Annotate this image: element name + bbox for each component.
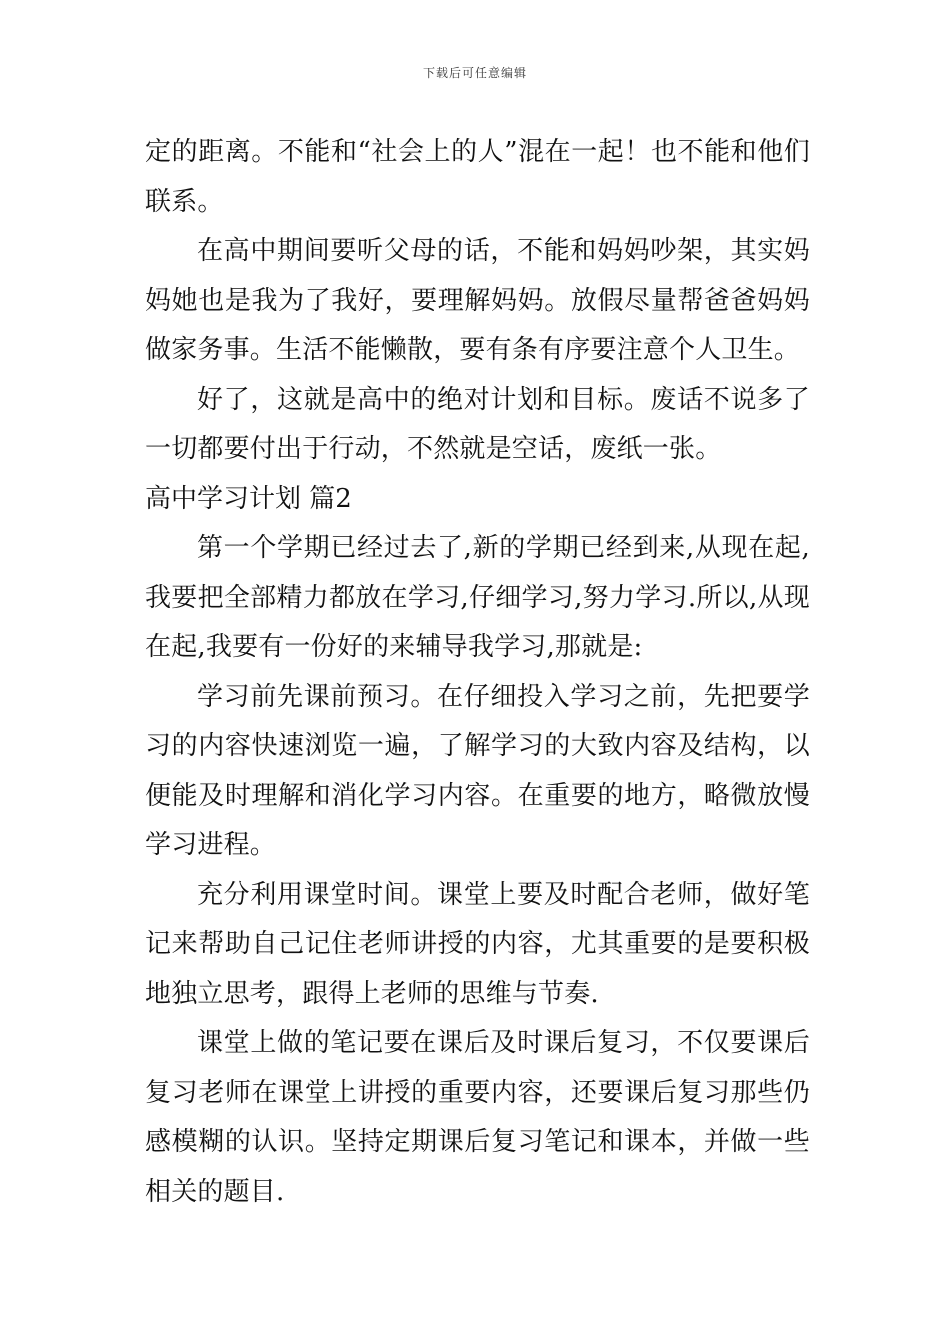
paragraph: 充分利用课堂时间。课堂上要及时配合老师，做好笔记来帮助自己记住老师讲授的内容，尤其重要的是要积极地独立思考，跟得上老师的思维与节奏. xyxy=(145,879,810,1009)
paragraph: 好了，这就是高中的绝对计划和目标。废话不说多了一切都要付出于行动，不然就是空话，废纸一张。 xyxy=(145,384,810,464)
paragraph: 学习前先课前预习。在仔细投入学习之前，先把要学习的内容快速浏览一遍，了解学习的大致内容及结构，以便能及时理解和消化学习内容。在重要的地方，略微放慢学习进程。 xyxy=(145,681,810,860)
page-header: 下载后可任意编辑 xyxy=(422,66,527,80)
section-title: 高中学习计划 篇2 xyxy=(145,483,352,514)
paragraph: 课堂上做的笔记要在课后及时课后复习，不仅要课后复习老师在课堂上讲授的重要内容，还要课后复习那些仍感模糊的认识。坚持定期课后复习笔记和课本，并做一些相关的题目. xyxy=(145,1028,810,1207)
paragraph: 在高中期间要听父母的话，不能和妈妈吵架，其实妈妈她也是我为了我好，要理解妈妈。放假尽量帮爸爸妈妈做家务事。生活不能懒散，要有条有序要注意个人卫生。 xyxy=(145,236,810,365)
paragraph: 定的距离。不能和“社会上的人”混在一起！也不能和他们联系。 xyxy=(145,137,810,217)
document-body xyxy=(145,128,810,1217)
paragraph: 第一个学期已经过去了,新的学期已经到来,从现在起,我要把全部精力都放在学习,仔细学习,努力学习.所以,从现在起,我要有一份好的来辅导我学习,那就是: xyxy=(145,533,810,662)
